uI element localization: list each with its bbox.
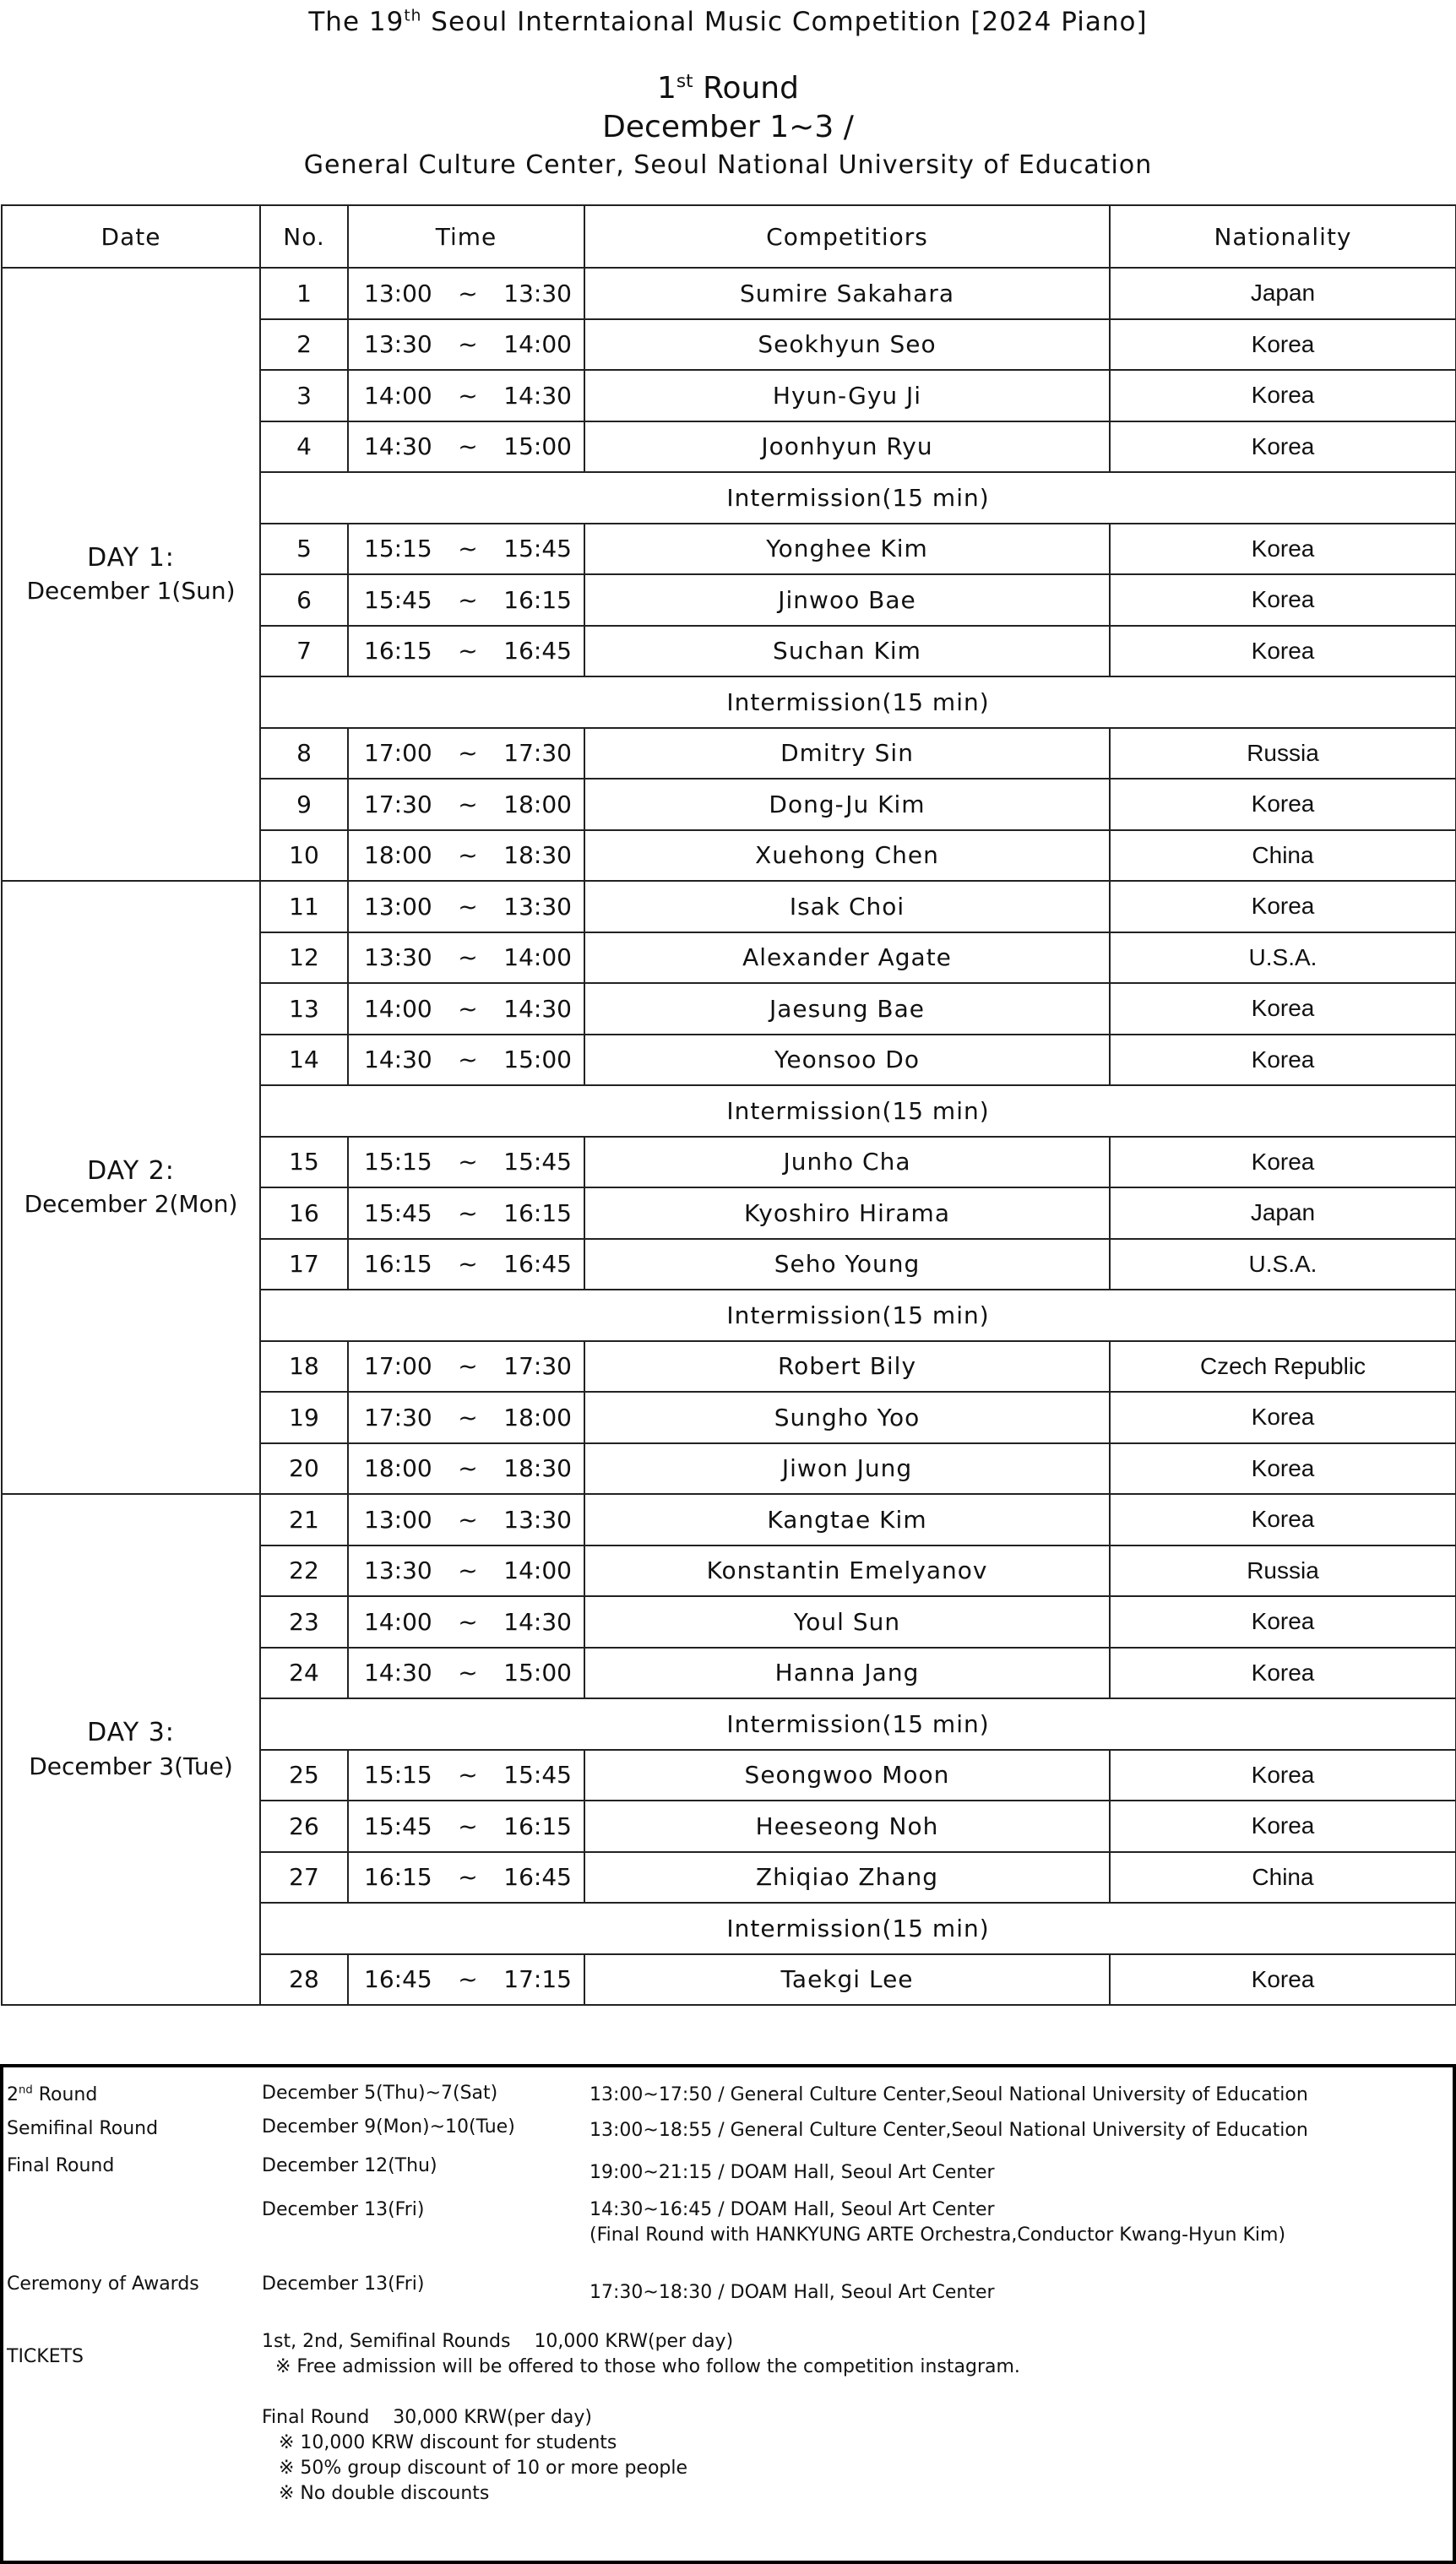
- time-start: 16:15: [364, 637, 432, 665]
- time-start: 14:00: [364, 994, 432, 1023]
- time-separator: ~: [458, 330, 478, 359]
- performer-number: 1: [260, 268, 348, 319]
- time-end: 13:30: [503, 1505, 572, 1534]
- time-separator: ~: [458, 585, 478, 614]
- day-date: December 2(Mon): [24, 1190, 238, 1219]
- time-separator: ~: [458, 790, 478, 818]
- day-title: DAY 2:: [87, 1155, 175, 1186]
- time-start: 16:15: [364, 1863, 432, 1892]
- performer-number: 7: [260, 626, 348, 677]
- performer-number: 27: [260, 1852, 348, 1904]
- competitor-name: Sungho Yoo: [584, 1392, 1110, 1443]
- header-no: No.: [260, 205, 348, 268]
- competitor-nationality: Korea: [1110, 779, 1456, 830]
- time-end: 18:00: [503, 790, 572, 818]
- time-end: 14:30: [503, 381, 572, 410]
- competitor-name: Hanna Jang: [584, 1648, 1110, 1699]
- competitor-nationality: Korea: [1110, 881, 1456, 932]
- time-start: 13:00: [364, 892, 432, 921]
- competitor-name: Konstantin Emelyanov: [584, 1545, 1110, 1597]
- competitor-name: Junho Cha: [584, 1137, 1110, 1188]
- time-slot-wrap: [349, 280, 584, 307]
- time-start: 15:45: [364, 585, 432, 614]
- time-slot-wrap: [349, 1506, 584, 1534]
- time-end: 18:30: [503, 1454, 572, 1483]
- competitor-nationality: Korea: [1110, 1494, 1456, 1545]
- competitor-nationality: Korea: [1110, 1954, 1456, 2006]
- day-cell: [2, 881, 260, 1494]
- time-separator: ~: [458, 739, 478, 768]
- competitor-name: Hyun-Gyu Ji: [584, 370, 1110, 421]
- time-separator: ~: [458, 381, 478, 410]
- header-nationality: Nationality: [1110, 205, 1456, 268]
- time-separator: ~: [458, 1965, 478, 1994]
- time-end: 16:45: [503, 637, 572, 665]
- performer-number: 13: [260, 983, 348, 1035]
- performer-number: 20: [260, 1443, 348, 1495]
- time-end: 13:30: [503, 892, 572, 921]
- time-end: 14:00: [503, 943, 572, 972]
- day-cell: [2, 268, 260, 881]
- time-slot: [348, 1596, 584, 1648]
- competitor-nationality: Czech Republic: [1110, 1341, 1456, 1393]
- time-start: 13:30: [364, 1556, 432, 1585]
- second-round-label-text: Round: [32, 2084, 98, 2105]
- time-separator: ~: [458, 1761, 478, 1790]
- performer-number: 10: [260, 830, 348, 882]
- time-slot: [348, 421, 584, 473]
- competitor-name: Alexander Agate: [584, 932, 1110, 984]
- competitor-name: Jiwon Jung: [584, 1443, 1110, 1495]
- time-separator: ~: [458, 1198, 478, 1227]
- time-start: 17:30: [364, 1403, 432, 1431]
- time-end: 15:45: [503, 535, 572, 563]
- competitor-nationality: Korea: [1110, 1648, 1456, 1699]
- performer-number: 23: [260, 1596, 348, 1648]
- time-start: 13:00: [364, 1505, 432, 1534]
- time-slot-wrap: [349, 995, 584, 1023]
- time-end: 14:30: [503, 994, 572, 1023]
- time-slot-wrap: [349, 1761, 584, 1789]
- day-title: DAY 3:: [87, 1718, 175, 1748]
- competitor-nationality: Korea: [1110, 1750, 1456, 1801]
- time-slot-wrap: [349, 1812, 584, 1840]
- time-slot-wrap: [349, 637, 584, 665]
- performer-number: 26: [260, 1801, 348, 1852]
- competitor-nationality: U.S.A.: [1110, 932, 1456, 984]
- time-slot-wrap: [349, 1965, 584, 1993]
- competitor-name: Kyoshiro Hirama: [584, 1187, 1110, 1239]
- time-slot: [348, 881, 584, 932]
- time-slot: [348, 1750, 584, 1801]
- time-end: 15:00: [503, 432, 572, 461]
- competitor-nationality: Russia: [1110, 1545, 1456, 1597]
- time-start: 17:00: [364, 1352, 432, 1381]
- time-separator: ~: [458, 637, 478, 665]
- time-slot: [348, 1392, 584, 1443]
- round-venue: General Culture Center, Seoul National University of Education: [303, 150, 1153, 180]
- time-separator: ~: [458, 1250, 478, 1279]
- performer-number: 14: [260, 1035, 348, 1086]
- time-end: 16:15: [503, 585, 572, 614]
- time-slot: [348, 1035, 584, 1086]
- performer-number: 25: [260, 1750, 348, 1801]
- time-slot: [348, 1494, 584, 1545]
- performer-number: 9: [260, 779, 348, 830]
- competitor-name: Sumire Sakahara: [584, 268, 1110, 319]
- competitor-name: Isak Choi: [584, 881, 1110, 932]
- time-slot-wrap: [349, 1404, 584, 1431]
- competitor-nationality: Korea: [1110, 626, 1456, 677]
- time-start: 14:30: [364, 432, 432, 461]
- competitor-name: Yeonsoo Do: [584, 1035, 1110, 1086]
- day-cell: [2, 1494, 260, 2005]
- time-start: 13:30: [364, 330, 432, 359]
- time-start: 16:15: [364, 1250, 432, 1279]
- time-slot-wrap: [349, 1556, 584, 1584]
- intermission-label: Intermission(15 min): [260, 676, 1456, 728]
- time-slot-wrap: [349, 1352, 584, 1380]
- performer-number: 22: [260, 1545, 348, 1597]
- time-separator: ~: [458, 1046, 478, 1074]
- performer-number: 2: [260, 319, 348, 371]
- time-slot-wrap: [349, 586, 584, 614]
- tickets-line-2: ※ Free admission will be offered to those who follow the competition instagram.: [275, 2356, 1020, 2377]
- time-slot-wrap: [349, 841, 584, 869]
- time-end: 15:00: [503, 1046, 572, 1074]
- round-dates: December 1~3 /: [602, 110, 854, 144]
- time-separator: ~: [458, 1505, 478, 1534]
- performer-number: 12: [260, 932, 348, 984]
- time-slot-wrap: [349, 382, 584, 410]
- time-slot: [348, 728, 584, 780]
- time-end: 15:45: [503, 1148, 572, 1176]
- document-title: [0, 7, 1456, 37]
- time-end: 18:30: [503, 841, 572, 870]
- time-start: 14:30: [364, 1659, 432, 1687]
- competitor-name: Seho Young: [584, 1239, 1110, 1290]
- time-slot-wrap: [349, 1148, 584, 1176]
- schedule-table: [1, 204, 1456, 2006]
- competitor-nationality: China: [1110, 1852, 1456, 1904]
- time-end: 16:45: [503, 1863, 572, 1892]
- round-title: [0, 71, 1456, 106]
- time-start: 14:00: [364, 381, 432, 410]
- day-title: DAY 1:: [87, 542, 175, 573]
- competitor-name: Kangtae Kim: [584, 1494, 1110, 1545]
- time-slot-wrap: [349, 432, 584, 460]
- competitor-nationality: Korea: [1110, 319, 1456, 371]
- competitor-name: Heeseong Noh: [584, 1801, 1110, 1852]
- competitor-nationality: Korea: [1110, 1137, 1456, 1188]
- round-label: Round: [693, 71, 799, 106]
- competitor-name: Dong-Ju Kim: [584, 779, 1110, 830]
- time-slot-wrap: [349, 1863, 584, 1891]
- time-slot-wrap: [349, 1250, 584, 1278]
- performer-number: 24: [260, 1648, 348, 1699]
- time-end: 15:00: [503, 1659, 572, 1687]
- semifinal-detail: 13:00~18:55 / General Culture Center,Seoul National University of Education: [589, 2120, 1308, 2141]
- tickets-line-6: ※ No double discounts: [279, 2483, 490, 2504]
- table-row: [2, 1494, 1456, 1545]
- competitor-name: Youl Sun: [584, 1596, 1110, 1648]
- time-slot: [348, 1954, 584, 2006]
- performer-number: 8: [260, 728, 348, 780]
- intermission-label: Intermission(15 min): [260, 1290, 1456, 1341]
- intermission-label: Intermission(15 min): [260, 1698, 1456, 1750]
- second-round-number: 2: [7, 2084, 19, 2105]
- competitor-nationality: Korea: [1110, 1801, 1456, 1852]
- competitor-nationality: China: [1110, 830, 1456, 882]
- final-label: Final Round: [7, 2155, 115, 2176]
- time-slot-wrap: [349, 1608, 584, 1636]
- header-date: Date: [2, 205, 260, 268]
- time-end: 14:00: [503, 330, 572, 359]
- intermission-label: Intermission(15 min): [260, 472, 1456, 524]
- time-end: 17:30: [503, 739, 572, 768]
- time-end: 16:45: [503, 1250, 572, 1279]
- time-start: 15:45: [364, 1812, 432, 1840]
- header-competitors: Competitiors: [584, 205, 1110, 268]
- title-text-rest: Seoul Interntaional Music Competition [2024 Piano]: [421, 7, 1148, 37]
- round-superscript: st: [676, 71, 693, 92]
- time-end: 15:45: [503, 1761, 572, 1790]
- performer-number: 15: [260, 1137, 348, 1188]
- final-date-1: December 12(Thu): [262, 2155, 437, 2176]
- ceremony-date: December 13(Fri): [262, 2273, 425, 2295]
- day-date: December 1(Sun): [26, 577, 236, 606]
- time-start: 17:30: [364, 790, 432, 818]
- time-slot-wrap: [349, 1199, 584, 1227]
- competitor-name: Jaesung Bae: [584, 983, 1110, 1035]
- time-separator: ~: [458, 892, 478, 921]
- time-separator: ~: [458, 1607, 478, 1636]
- time-start: 15:15: [364, 1761, 432, 1790]
- title-text: The 19: [308, 7, 405, 37]
- performer-number: 5: [260, 524, 348, 575]
- time-separator: ~: [458, 279, 478, 307]
- time-slot-wrap: [349, 535, 584, 562]
- competitor-nationality: Korea: [1110, 370, 1456, 421]
- time-slot: [348, 1648, 584, 1699]
- competitor-nationality: U.S.A.: [1110, 1239, 1456, 1290]
- time-slot: [348, 1187, 584, 1239]
- competitor-name: Xuehong Chen: [584, 830, 1110, 882]
- time-separator: ~: [458, 943, 478, 972]
- time-end: 14:30: [503, 1607, 572, 1636]
- tickets-line-5: ※ 50% group discount of 10 or more people: [279, 2458, 688, 2479]
- time-end: 17:30: [503, 1352, 572, 1381]
- final-detail-1: 19:00~21:15 / DOAM Hall, Seoul Art Center: [589, 2162, 995, 2183]
- time-slot: [348, 1443, 584, 1495]
- competitor-nationality: Korea: [1110, 1596, 1456, 1648]
- time-slot: [348, 524, 584, 575]
- competitor-name: Robert Bily: [584, 1341, 1110, 1393]
- time-separator: ~: [458, 1148, 478, 1176]
- time-separator: ~: [458, 432, 478, 461]
- time-separator: ~: [458, 1812, 478, 1840]
- time-separator: ~: [458, 535, 478, 563]
- competitor-nationality: Korea: [1110, 1443, 1456, 1495]
- competitor-nationality: Russia: [1110, 728, 1456, 780]
- competitor-name: Jinwoo Bae: [584, 574, 1110, 626]
- table-row: [2, 268, 1456, 319]
- time-start: 13:00: [364, 279, 432, 307]
- time-separator: ~: [458, 994, 478, 1023]
- time-slot-wrap: [349, 943, 584, 971]
- time-slot-wrap: [349, 1659, 584, 1687]
- time-start: 18:00: [364, 841, 432, 870]
- time-slot: [348, 574, 584, 626]
- performer-number: 11: [260, 881, 348, 932]
- second-round-superscript: nd: [19, 2083, 33, 2097]
- round-number: 1: [657, 71, 676, 106]
- second-round-detail: 13:00~17:50 / General Culture Center,Seoul National University of Education: [589, 2084, 1308, 2105]
- time-start: 14:30: [364, 1046, 432, 1074]
- table-row: [2, 881, 1456, 932]
- competitor-nationality: Korea: [1110, 1035, 1456, 1086]
- time-slot-wrap: [349, 893, 584, 921]
- performer-number: 28: [260, 1954, 348, 2006]
- second-round-label: [7, 2084, 97, 2105]
- time-end: 16:15: [503, 1812, 572, 1840]
- competitor-name: Taekgi Lee: [584, 1954, 1110, 2006]
- time-slot: [348, 1341, 584, 1393]
- time-separator: ~: [458, 1556, 478, 1585]
- time-slot: [348, 1137, 584, 1188]
- competitor-name: Seongwoo Moon: [584, 1750, 1110, 1801]
- time-separator: ~: [458, 1454, 478, 1483]
- competitor-name: Seokhyun Seo: [584, 319, 1110, 371]
- final-detail-2b: (Final Round with HANKYUNG ARTE Orchestra,Conductor Kwang-Hyun Kim): [589, 2224, 1286, 2246]
- intermission-label: Intermission(15 min): [260, 1085, 1456, 1137]
- time-slot: [348, 268, 584, 319]
- time-end: 13:30: [503, 279, 572, 307]
- time-start: 15:15: [364, 1148, 432, 1176]
- time-slot: [348, 1801, 584, 1852]
- time-separator: ~: [458, 1403, 478, 1431]
- time-start: 17:00: [364, 739, 432, 768]
- time-separator: ~: [458, 1863, 478, 1892]
- time-slot: [348, 983, 584, 1035]
- time-end: 14:00: [503, 1556, 572, 1585]
- performer-number: 16: [260, 1187, 348, 1239]
- time-slot: [348, 932, 584, 984]
- competitor-name: Suchan Kim: [584, 626, 1110, 677]
- time-slot-wrap: [349, 1046, 584, 1073]
- competitor-name: Zhiqiao Zhang: [584, 1852, 1110, 1904]
- performer-number: 17: [260, 1239, 348, 1290]
- competitor-nationality: Japan: [1110, 268, 1456, 319]
- time-separator: ~: [458, 841, 478, 870]
- final-date-2: December 13(Fri): [262, 2199, 425, 2220]
- time-slot: [348, 1545, 584, 1597]
- time-start: 14:00: [364, 1607, 432, 1636]
- time-end: 16:15: [503, 1198, 572, 1227]
- performer-number: 18: [260, 1341, 348, 1393]
- final-detail-2: 14:30~16:45 / DOAM Hall, Seoul Art Center: [589, 2199, 995, 2220]
- time-start: 15:45: [364, 1198, 432, 1227]
- ceremony-label: Ceremony of Awards: [7, 2273, 199, 2295]
- time-start: 15:15: [364, 535, 432, 563]
- time-slot-wrap: [349, 790, 584, 818]
- competitor-nationality: Korea: [1110, 524, 1456, 575]
- competitor-nationality: Korea: [1110, 983, 1456, 1035]
- time-slot-wrap: [349, 330, 584, 358]
- tickets-label: TICKETS: [7, 2346, 84, 2367]
- performer-number: 3: [260, 370, 348, 421]
- competitor-nationality: Korea: [1110, 1392, 1456, 1443]
- time-slot: [348, 830, 584, 882]
- time-slot: [348, 319, 584, 371]
- competitor-nationality: Korea: [1110, 421, 1456, 473]
- day-date: December 3(Tue): [29, 1752, 233, 1780]
- time-separator: ~: [458, 1352, 478, 1381]
- semifinal-label: Semifinal Round: [7, 2118, 159, 2139]
- tickets-line-3: Final Round 30,000 KRW(per day): [262, 2407, 592, 2428]
- ceremony-detail: 17:30~18:30 / DOAM Hall, Seoul Art Center: [589, 2282, 995, 2303]
- tickets-line-1: 1st, 2nd, Semifinal Rounds 10,000 KRW(per day): [262, 2331, 734, 2352]
- competitor-name: Yonghee Kim: [584, 524, 1110, 575]
- time-start: 16:45: [364, 1965, 432, 1994]
- time-slot-wrap: [349, 1454, 584, 1482]
- second-round-dates: December 5(Thu)~7(Sat): [262, 2083, 498, 2104]
- time-start: 13:30: [364, 943, 432, 972]
- time-end: 18:00: [503, 1403, 572, 1431]
- competitor-name: Joonhyun Ryu: [584, 421, 1110, 473]
- competitor-nationality: Korea: [1110, 574, 1456, 626]
- tickets-line-4: ※ 10,000 KRW discount for students: [279, 2432, 617, 2453]
- performer-number: 19: [260, 1392, 348, 1443]
- time-slot: [348, 370, 584, 421]
- title-superscript: th: [404, 7, 422, 25]
- header-time: Time: [348, 205, 584, 268]
- semifinal-dates: December 9(Mon)~10(Tue): [262, 2116, 515, 2138]
- time-slot: [348, 1239, 584, 1290]
- time-slot: [348, 1852, 584, 1904]
- time-end: 17:15: [503, 1965, 572, 1994]
- time-start: 18:00: [364, 1454, 432, 1483]
- table-header-row: [2, 205, 1456, 268]
- competitor-nationality: Japan: [1110, 1187, 1456, 1239]
- performer-number: 4: [260, 421, 348, 473]
- intermission-label: Intermission(15 min): [260, 1903, 1456, 1954]
- time-slot: [348, 779, 584, 830]
- time-slot: [348, 626, 584, 677]
- time-separator: ~: [458, 1659, 478, 1687]
- performer-number: 6: [260, 574, 348, 626]
- schedule-info-box: [0, 2064, 1456, 2564]
- competitor-name: Dmitry Sin: [584, 728, 1110, 780]
- time-slot-wrap: [349, 739, 584, 767]
- performer-number: 21: [260, 1494, 348, 1545]
